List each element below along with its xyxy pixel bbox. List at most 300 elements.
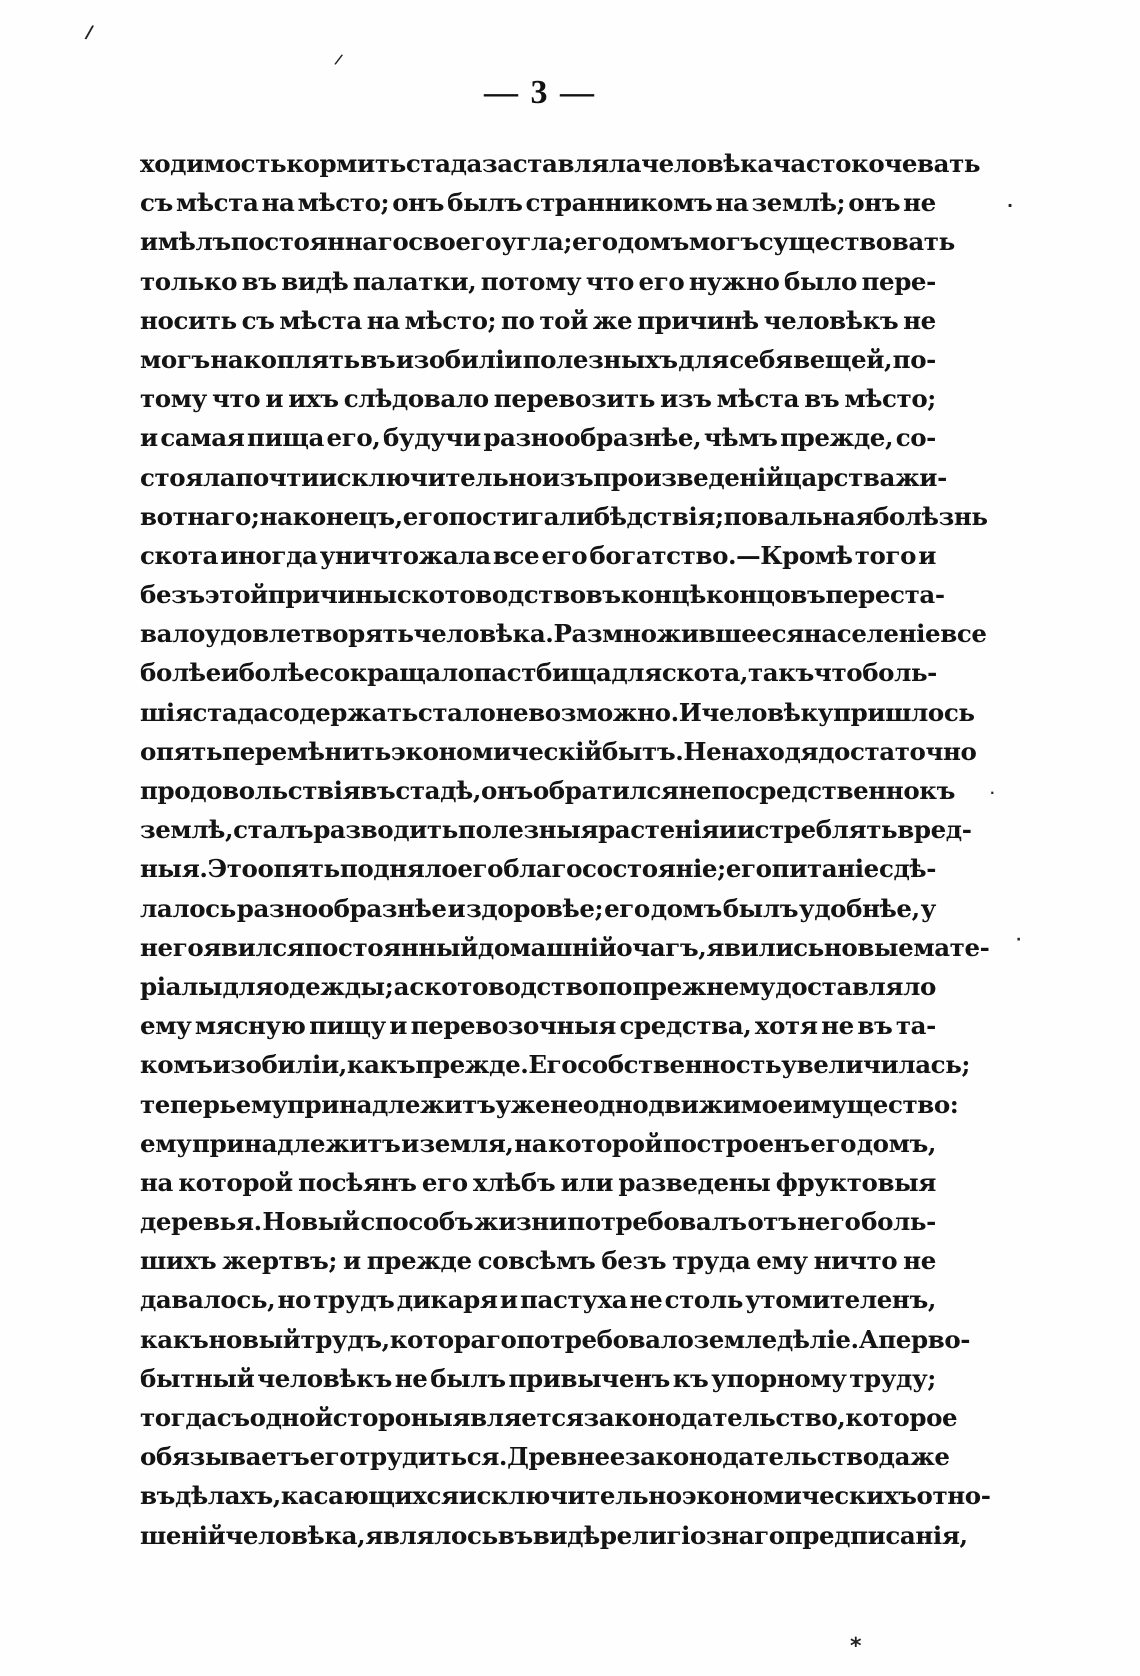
word: странникомъ <box>525 188 713 218</box>
word: даже <box>878 1442 950 1472</box>
word: повальная <box>723 501 874 531</box>
word: и <box>140 423 158 453</box>
word: тому <box>140 384 207 414</box>
word: перво- <box>878 1324 971 1354</box>
word: Размножившееся <box>553 619 804 649</box>
word: тогда <box>140 1403 217 1432</box>
word: могъ <box>140 344 210 374</box>
word: Это <box>207 854 258 884</box>
word: не <box>903 188 936 218</box>
word: движимое <box>648 1089 793 1119</box>
word: имущество: <box>792 1089 959 1119</box>
word: или <box>560 1167 614 1197</box>
word: земля, <box>419 1128 514 1158</box>
word: ему <box>756 1246 808 1276</box>
word: принадлежитъ <box>192 1128 401 1158</box>
word: потребовало <box>516 1324 694 1354</box>
word: землѣ; <box>751 188 846 218</box>
text-line <box>140 1241 936 1280</box>
word: потребовалъ <box>567 1207 747 1237</box>
word: мате- <box>913 932 990 962</box>
word: разводить <box>313 815 458 845</box>
word: бытъ. <box>601 736 684 766</box>
word: законодательство <box>624 1442 879 1472</box>
word: прежнему <box>632 971 775 1001</box>
word: вало <box>140 619 205 649</box>
word: къ <box>919 776 955 805</box>
word: кормить <box>286 149 406 178</box>
margin-stray-mark: / <box>83 21 95 44</box>
word: Древнее <box>507 1442 625 1472</box>
word: религіознаго <box>599 1520 785 1550</box>
word: отъ <box>747 1207 797 1237</box>
word: не <box>821 1011 854 1041</box>
word: пришлось <box>833 697 975 727</box>
text-line <box>140 614 987 653</box>
page-number: — 3 — <box>484 74 596 111</box>
signature-mark: * <box>850 1634 862 1659</box>
word: человѣка <box>641 149 773 178</box>
text-line <box>140 536 936 575</box>
word: мѣсто; <box>404 305 497 335</box>
text-line <box>140 340 936 379</box>
word: явились <box>706 932 824 962</box>
word: безъ <box>601 1246 667 1276</box>
word: потому <box>480 266 582 296</box>
word: наконецъ, <box>259 501 403 531</box>
word: и <box>389 1011 408 1041</box>
word: былъ <box>430 1363 506 1393</box>
word: все <box>940 619 987 649</box>
word: мѣста <box>279 305 362 335</box>
word: стада <box>405 149 483 178</box>
word: перевозочныя <box>410 1011 616 1041</box>
word: шія <box>140 697 193 727</box>
word: полезныхъ <box>522 344 678 374</box>
word: ему <box>140 1128 192 1158</box>
word: построенъ <box>663 1128 810 1158</box>
word: накоплять <box>210 344 360 374</box>
word: прежде. <box>415 1050 529 1080</box>
word: достаточно <box>818 736 977 766</box>
word: и <box>401 1128 419 1158</box>
text-line <box>140 301 936 340</box>
word: давалось, <box>140 1285 276 1315</box>
word: по <box>501 305 535 335</box>
text-line <box>140 183 936 222</box>
text-line <box>140 1280 936 1319</box>
word: скотоводство <box>396 580 586 610</box>
word: бѣдствія; <box>593 501 724 531</box>
word: по- <box>892 344 936 374</box>
text-line <box>140 732 977 771</box>
word: благосостояніе; <box>503 854 726 884</box>
text-line <box>140 262 936 301</box>
word: пища <box>247 423 324 453</box>
text-line <box>140 1163 936 1202</box>
word: человѣку <box>701 697 834 727</box>
word: изобиліи, <box>212 1050 347 1080</box>
word: дикаря <box>396 1285 498 1315</box>
word: собственность <box>577 1050 782 1080</box>
word: было <box>784 266 857 296</box>
word: онъ <box>392 188 445 218</box>
word: былъ <box>447 188 523 218</box>
word: произведеній <box>593 462 784 492</box>
word: а <box>393 971 410 1001</box>
text-line <box>140 379 936 418</box>
word: трудъ <box>313 1285 395 1315</box>
word: къ <box>672 1363 709 1393</box>
word: мѣста <box>716 384 800 414</box>
word: будучи <box>382 423 481 453</box>
word: законодательство, <box>583 1403 846 1432</box>
margin-stray-mark: · <box>990 786 995 800</box>
word: жизни <box>473 1207 567 1237</box>
word: бытный <box>140 1363 255 1393</box>
text-line <box>140 889 936 928</box>
word: сокращало <box>319 658 474 688</box>
word: и <box>265 384 284 414</box>
word: находя <box>721 736 819 766</box>
word: стадѣ, <box>395 776 481 805</box>
word: одной <box>249 1403 333 1432</box>
word: на <box>366 305 400 335</box>
text-line <box>140 1045 971 1084</box>
word: боль- <box>861 1207 936 1237</box>
word: опять <box>140 736 223 766</box>
word: обязываетъ <box>140 1442 310 1472</box>
word: та- <box>895 1011 936 1041</box>
text-line <box>140 810 972 849</box>
word: безъ <box>140 580 205 610</box>
word: доставляло <box>775 971 936 1001</box>
text-line <box>140 653 936 692</box>
word: въ <box>360 776 396 805</box>
word: человѣка, <box>225 1520 366 1550</box>
word: угла; <box>501 227 572 257</box>
word: что <box>585 266 634 296</box>
word: столь <box>664 1285 743 1315</box>
word: съ <box>216 1403 250 1432</box>
word: постоянный <box>304 932 478 962</box>
word: исключительно <box>458 1481 682 1511</box>
word: обратился <box>532 776 679 805</box>
word: въ <box>360 344 396 374</box>
word: человѣка. <box>413 619 554 649</box>
word: домъ <box>617 227 689 257</box>
text-line <box>140 144 981 183</box>
word: богатство.—Кромѣ <box>589 540 853 570</box>
word: не <box>903 1246 936 1276</box>
word: и <box>447 893 466 923</box>
word: привыченъ <box>508 1363 670 1393</box>
word: его, <box>326 423 381 453</box>
word: труда <box>672 1246 751 1276</box>
body-text <box>140 144 991 1555</box>
word: былъ <box>722 893 799 923</box>
word: теперь <box>140 1089 236 1119</box>
word: домъ <box>650 893 722 923</box>
word: одно <box>582 1089 649 1119</box>
word: въ <box>857 1011 893 1041</box>
word: для <box>222 971 273 1001</box>
word: вещей, <box>793 344 893 374</box>
word: уничтожала <box>319 540 491 570</box>
word: постояннаго <box>230 227 409 257</box>
word: шеній <box>140 1520 226 1550</box>
word: его <box>604 893 650 923</box>
word: въ <box>140 1481 176 1511</box>
word: концѣ <box>620 580 706 610</box>
word: его <box>638 266 685 296</box>
word: заставляла <box>482 149 642 178</box>
word: растенія <box>598 815 719 845</box>
word: такъ <box>747 658 814 688</box>
word: разнообразнѣе <box>236 893 447 923</box>
word: подняло <box>339 854 458 884</box>
word: на <box>715 188 749 218</box>
word: одежды; <box>273 971 394 1001</box>
word: что <box>211 384 261 414</box>
word: скота <box>140 540 219 570</box>
word: скотоводство <box>409 971 599 1001</box>
word: слѣдовало <box>343 384 489 414</box>
word: перевозить <box>493 384 656 414</box>
word: фруктовыя <box>775 1167 936 1197</box>
text-line <box>140 849 936 888</box>
word: нужно <box>688 266 780 296</box>
word: причинѣ <box>637 305 759 335</box>
text-line <box>140 1085 959 1124</box>
word: мясную <box>194 1011 306 1041</box>
word: удобнѣе, <box>798 893 920 923</box>
word: экономическій <box>390 736 602 766</box>
word: содержать <box>268 697 418 727</box>
word: видѣ <box>281 266 349 296</box>
word: пере- <box>861 266 936 296</box>
word: пастуха <box>519 1285 628 1315</box>
word: изобиліи <box>395 344 523 374</box>
word: него <box>140 932 204 962</box>
word: какъ <box>346 1050 416 1080</box>
word: пищу <box>309 1011 386 1041</box>
word: А <box>858 1324 879 1354</box>
word: на <box>140 1167 174 1197</box>
text-line <box>140 771 955 810</box>
word: опять <box>257 854 340 884</box>
word: невозможно. <box>495 697 679 727</box>
word: деревья. <box>140 1207 262 1237</box>
word: здоровѣе; <box>466 893 604 923</box>
word: непосредственно <box>678 776 920 805</box>
word: очагъ, <box>616 932 707 962</box>
word: его <box>457 854 504 884</box>
text-line <box>140 222 955 261</box>
word: Его <box>528 1050 578 1080</box>
word: пастбища <box>473 658 612 688</box>
word: мѣсто; <box>844 384 936 414</box>
word: утомителенъ, <box>745 1285 936 1315</box>
word: которой <box>178 1167 293 1197</box>
word: палатки, <box>352 266 477 296</box>
text-line <box>140 1006 936 1045</box>
word: которое <box>845 1403 958 1432</box>
word: постигали <box>448 501 594 531</box>
word: болѣзнь <box>873 501 988 531</box>
word: посѣянъ <box>298 1167 417 1197</box>
word: онъ <box>848 188 901 218</box>
text-line <box>140 693 975 732</box>
word: его <box>810 1128 857 1158</box>
word: разведены <box>618 1167 771 1197</box>
word: только <box>140 266 238 296</box>
text-line <box>140 575 945 614</box>
word: скота, <box>661 658 748 688</box>
word: царства <box>783 462 895 492</box>
word: которой <box>547 1128 663 1158</box>
word: съ <box>241 305 275 335</box>
word: самая <box>160 423 245 453</box>
word: котораго <box>389 1324 517 1354</box>
word: И <box>678 697 702 727</box>
word: вотнаго; <box>140 501 260 531</box>
margin-stray-mark: · <box>1016 932 1022 948</box>
word: же <box>592 305 633 335</box>
word: чѣмъ <box>703 423 778 453</box>
word: ходимость <box>140 149 287 178</box>
word: принадлежитъ <box>287 1089 496 1119</box>
word: явился <box>203 932 305 962</box>
word: способъ <box>360 1207 474 1237</box>
margin-stray-mark: · <box>1007 196 1014 215</box>
word: лалось <box>140 893 236 923</box>
text-line <box>140 967 936 1006</box>
word: и <box>918 540 936 570</box>
word: существовать <box>758 227 955 257</box>
text-line <box>140 1476 991 1515</box>
word: сдѣ- <box>878 854 936 884</box>
text-line <box>140 1516 968 1555</box>
word: видѣ <box>532 1520 600 1550</box>
word: увеличилась; <box>781 1050 971 1080</box>
word: жи- <box>894 462 947 492</box>
word: для <box>678 344 729 374</box>
word: истреблять <box>736 815 898 845</box>
text-line <box>140 1202 936 1241</box>
margin-stray-mark: / <box>333 51 344 69</box>
word: стороны <box>332 1403 453 1432</box>
word: предписанія, <box>784 1520 968 1550</box>
word: кочевать <box>851 149 981 178</box>
word: его <box>309 1442 356 1472</box>
word: стало <box>417 697 496 727</box>
word: носить <box>140 305 237 335</box>
word: экономическихъ <box>681 1481 917 1511</box>
word: полезныя <box>457 815 599 845</box>
word: касающихся <box>280 1481 459 1511</box>
word: его <box>571 227 618 257</box>
word: въ <box>497 1520 533 1550</box>
word: ныя. <box>140 854 208 884</box>
word: вред- <box>897 815 972 845</box>
word: трудъ, <box>300 1324 390 1354</box>
word: шихъ <box>140 1246 217 1276</box>
text-line <box>140 458 947 497</box>
word: человѣкъ <box>763 305 899 335</box>
word: изъ <box>541 462 594 492</box>
word: этой <box>204 580 268 610</box>
word: его <box>541 540 588 570</box>
word: концовъ <box>705 580 826 610</box>
word: домашній <box>477 932 617 962</box>
word: совсѣмъ <box>477 1246 596 1276</box>
word: уже <box>495 1089 551 1119</box>
word: средства, <box>619 1011 752 1041</box>
word: по <box>598 971 633 1001</box>
word: перемѣнить <box>222 736 391 766</box>
word: у <box>920 893 936 923</box>
word: и <box>220 658 239 688</box>
word: Не <box>683 736 722 766</box>
word: отно- <box>916 1481 991 1511</box>
word: изъ <box>660 384 712 414</box>
word: комъ <box>140 1050 213 1080</box>
word: мѣста <box>175 188 259 218</box>
word: земледѣліе. <box>693 1324 859 1354</box>
text-line <box>140 1320 971 1359</box>
word: и <box>342 1246 361 1276</box>
text-line <box>140 418 936 457</box>
word: дѣлахъ, <box>175 1481 281 1511</box>
word: является <box>452 1403 584 1432</box>
word: его <box>725 854 772 884</box>
word: разнообразнѣе, <box>483 423 702 453</box>
text-line <box>140 928 990 967</box>
text-line <box>140 1359 936 1398</box>
word: трудиться. <box>355 1442 508 1472</box>
word: Новый <box>262 1207 360 1237</box>
word: переста- <box>825 580 945 610</box>
word: въ <box>804 384 840 414</box>
word: удовлетворять <box>204 619 414 649</box>
word: могъ <box>688 227 759 257</box>
word: труду; <box>849 1363 936 1393</box>
word: онъ <box>480 776 533 805</box>
word: для <box>611 658 662 688</box>
word: мѣсто; <box>297 188 390 218</box>
word: ріалы <box>140 971 223 1001</box>
word: него <box>797 1207 861 1237</box>
word: боль- <box>862 658 937 688</box>
word: питаніе <box>771 854 879 884</box>
word: ничто <box>813 1246 898 1276</box>
word: хотя <box>754 1011 818 1041</box>
word: продовольствія <box>140 776 361 805</box>
word: той <box>539 305 588 335</box>
text-line <box>140 1437 950 1476</box>
word: причины <box>267 580 397 610</box>
text-line <box>140 1398 958 1437</box>
word: на <box>261 188 295 218</box>
word: землѣ, <box>140 815 234 845</box>
word: себя <box>729 344 793 374</box>
word: съ <box>140 188 173 218</box>
word: домъ, <box>856 1128 936 1158</box>
word: хлѣбъ <box>473 1167 556 1197</box>
word: упорному <box>711 1363 847 1393</box>
word: но <box>277 1285 311 1315</box>
